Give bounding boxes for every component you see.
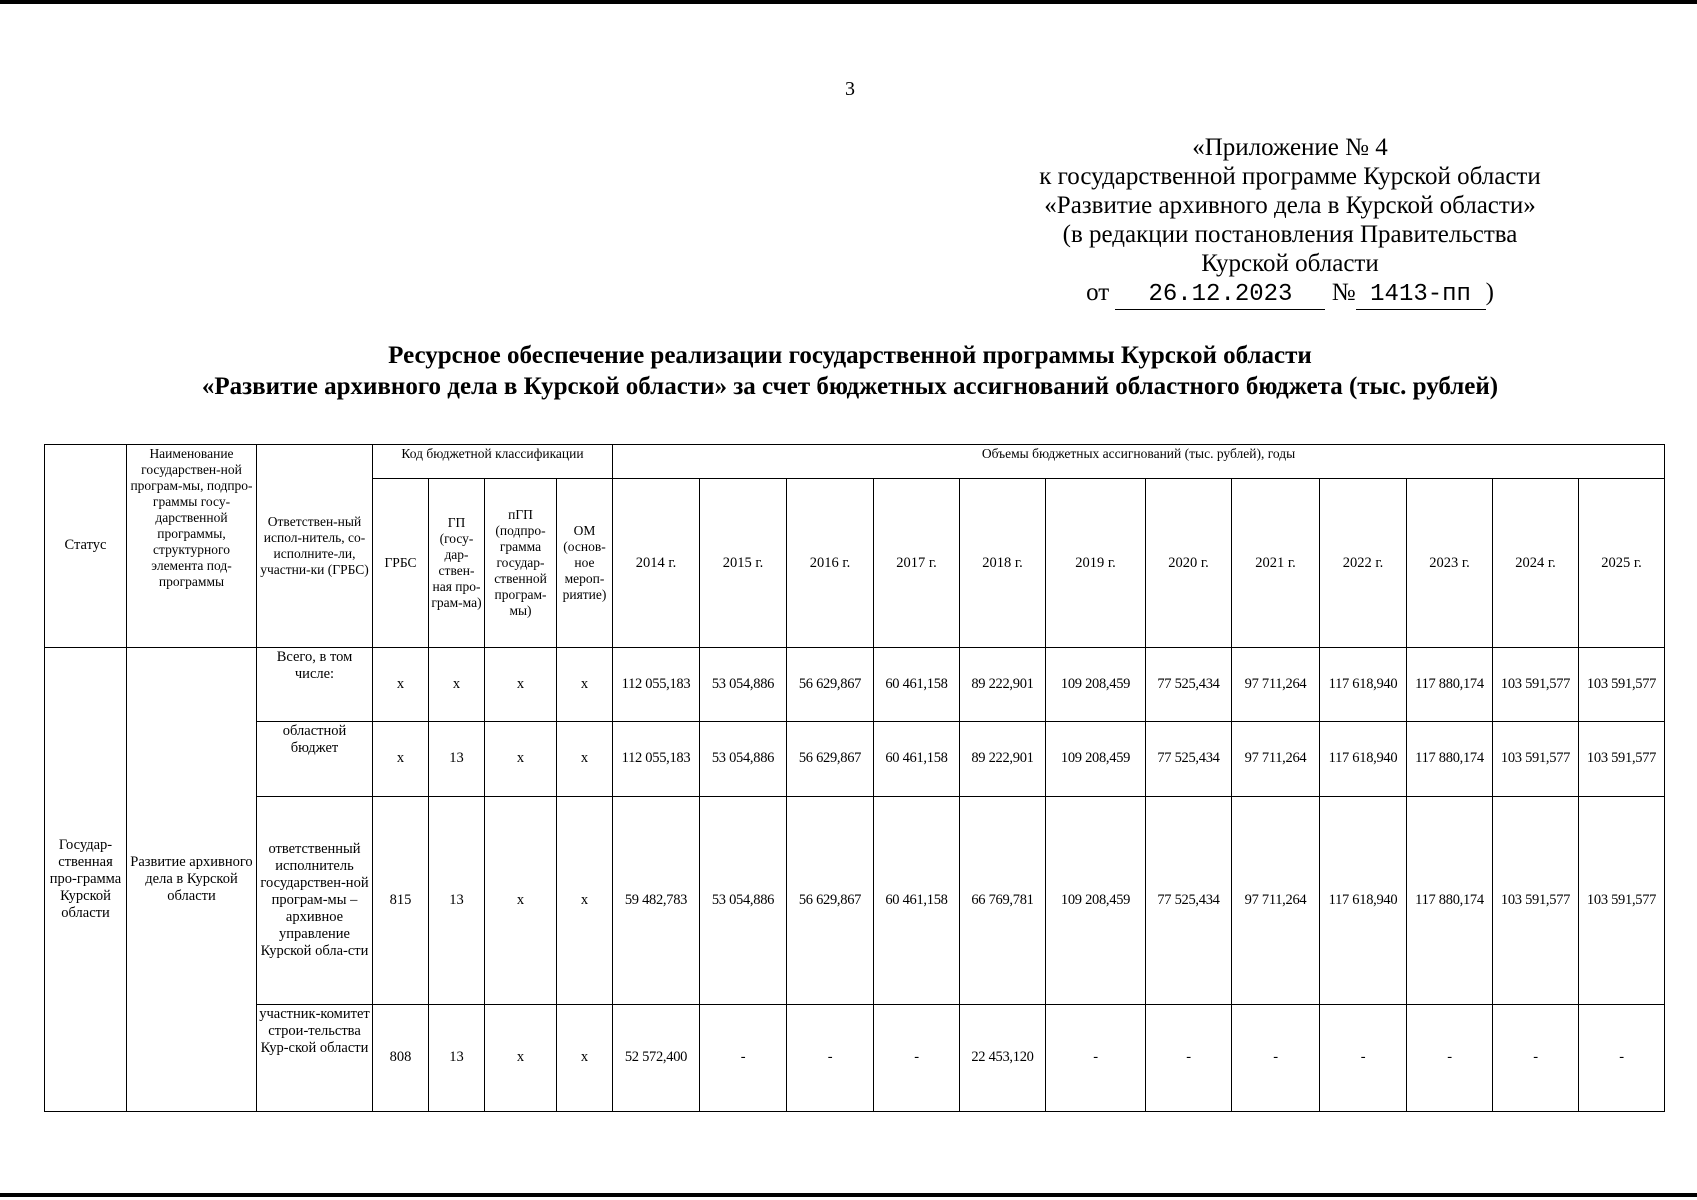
value-cell: - (1232, 1004, 1320, 1112)
page-number: 3 (845, 78, 855, 100)
om-cell: x (557, 796, 613, 1004)
value-cell: 89 222,901 (960, 647, 1046, 721)
header-year: 2023 г. (1407, 479, 1493, 647)
header-status: Статус (45, 445, 127, 648)
header-year: 2025 г. (1579, 479, 1665, 647)
value-cell: 117 618,940 (1320, 721, 1407, 796)
header-year: 2022 г. (1320, 479, 1407, 647)
decree-number: 1413-пп (1356, 280, 1486, 310)
value-cell: 103 591,577 (1579, 796, 1665, 1004)
header-year: 2024 г. (1493, 479, 1579, 647)
value-cell: - (1493, 1004, 1579, 1112)
gp-cell: 13 (429, 721, 485, 796)
grbs-cell: x (373, 647, 429, 721)
title-line-1: Ресурсное обеспечение реализации государственной программы Курской области (388, 342, 1312, 369)
om-cell: x (557, 1004, 613, 1112)
value-cell: - (700, 1004, 787, 1112)
table-row (45, 721, 1665, 796)
header-year: 2021 г. (1232, 479, 1320, 647)
header-pgp: пГП (подпро-грамма государ-ственной програм-мы) (485, 479, 557, 647)
value-cell: 112 055,183 (613, 721, 700, 796)
grbs-cell: 815 (373, 796, 429, 1004)
header-row-1 (45, 445, 1665, 479)
executor-cell: областной бюджет (257, 721, 373, 796)
value-cell: 109 208,459 (1046, 721, 1146, 796)
value-cell: 60 461,158 (874, 721, 960, 796)
value-cell: 89 222,901 (960, 721, 1046, 796)
header-year: 2018 г. (960, 479, 1046, 647)
grbs-cell: 808 (373, 1004, 429, 1112)
header-year: 2015 г. (700, 479, 787, 647)
gp-cell: x (429, 647, 485, 721)
value-cell: 109 208,459 (1046, 796, 1146, 1004)
appendix-line-5: Курской области (1201, 250, 1379, 277)
header-volumes: Объемы бюджетных ассигнований (тыс. рублей), годы (613, 445, 1665, 479)
value-cell: 103 591,577 (1493, 796, 1579, 1004)
om-cell: x (557, 647, 613, 721)
value-cell: 103 591,577 (1579, 647, 1665, 721)
value-cell: 66 769,781 (960, 796, 1046, 1004)
appendix-header (1010, 133, 1570, 310)
value-cell: - (1407, 1004, 1493, 1112)
header-executor: Ответствен-ный испол-нитель, со-исполните-ли, участни-ки (ГРБС) (257, 445, 373, 648)
executor-cell: участник-комитет строи-тельства Кур-ской области (257, 1004, 373, 1112)
value-cell: 117 618,940 (1320, 647, 1407, 721)
header-year: 2019 г. (1046, 479, 1146, 647)
from-label: от (1086, 279, 1110, 306)
pgp-cell: x (485, 1004, 557, 1112)
executor-cell: ответственный исполнитель государствен-ной програм-мы – архивное управление Курской обла-сти (257, 796, 373, 1004)
table-row (45, 796, 1665, 1004)
header-year: 2020 г. (1146, 479, 1232, 647)
value-cell: 53 054,886 (700, 647, 787, 721)
om-cell: x (557, 721, 613, 796)
appendix-date-line (1010, 278, 1570, 310)
pgp-cell: x (485, 721, 557, 796)
value-cell: - (787, 1004, 874, 1112)
header-year: 2017 г. (874, 479, 960, 647)
value-cell: 22 453,120 (960, 1004, 1046, 1112)
value-cell: 56 629,867 (787, 647, 874, 721)
document-title (100, 340, 1600, 402)
table-row (45, 647, 1665, 721)
executor-cell: Всего, в том числе: (257, 647, 373, 721)
appendix-line-4: (в редакции постановления Правительства (1062, 221, 1518, 248)
number-label: № (1331, 279, 1356, 306)
value-cell: 56 629,867 (787, 796, 874, 1004)
appendix-line-2: к государственной программе Курской области (1039, 163, 1541, 190)
value-cell: 77 525,434 (1146, 721, 1232, 796)
table-row (45, 1004, 1665, 1112)
bottom-border-line (0, 1193, 1697, 1197)
value-cell: 97 711,264 (1232, 796, 1320, 1004)
header-name: Наименование государствен-ной програм-мы, подпро-граммы госу-дарственной программы, структурного элемента под-программы (127, 445, 257, 648)
program-name-cell: Развитие архивного дела в Курской области (127, 647, 257, 1111)
grbs-cell: x (373, 721, 429, 796)
value-cell: - (1046, 1004, 1146, 1112)
header-year: 2016 г. (787, 479, 874, 647)
value-cell: - (1579, 1004, 1665, 1112)
value-cell: 53 054,886 (700, 721, 787, 796)
resource-table (44, 444, 1665, 1112)
value-cell: 60 461,158 (874, 796, 960, 1004)
status-cell: Государ-ственная про-грамма Курской области (45, 647, 127, 1111)
header-budget-code: Код бюджетной классификации (373, 445, 613, 479)
appendix-line-1: «Приложение № 4 (1192, 134, 1388, 161)
title-line-2: «Развитие архивного дела в Курской области» за счет бюджетных ассигнований областного бюджета (тыс. рублей) (201, 373, 1499, 400)
gp-cell: 13 (429, 796, 485, 1004)
value-cell: 103 591,577 (1493, 721, 1579, 796)
value-cell: 97 711,264 (1232, 721, 1320, 796)
gp-cell: 13 (429, 1004, 485, 1112)
value-cell: 56 629,867 (787, 721, 874, 796)
value-cell: 59 482,783 (613, 796, 700, 1004)
header-om: ОМ (основ-ное мероп-риятие) (557, 479, 613, 647)
value-cell: 97 711,264 (1232, 647, 1320, 721)
value-cell: - (1320, 1004, 1407, 1112)
value-cell: 60 461,158 (874, 647, 960, 721)
header-grbs: ГРБС (373, 479, 429, 647)
value-cell: - (1146, 1004, 1232, 1112)
value-cell: - (874, 1004, 960, 1112)
top-border-line (0, 0, 1697, 4)
value-cell: 117 880,174 (1407, 721, 1493, 796)
value-cell: 117 618,940 (1320, 796, 1407, 1004)
value-cell: 77 525,434 (1146, 647, 1232, 721)
value-cell: 117 880,174 (1407, 647, 1493, 721)
decree-date: 26.12.2023 (1115, 280, 1325, 310)
value-cell: 112 055,183 (613, 647, 700, 721)
value-cell: 117 880,174 (1407, 796, 1493, 1004)
appendix-line-3: «Развитие архивного дела в Курской области» (1044, 192, 1536, 219)
closing-paren: ) (1485, 279, 1494, 306)
value-cell: 103 591,577 (1579, 721, 1665, 796)
header-year: 2014 г. (613, 479, 700, 647)
value-cell: 109 208,459 (1046, 647, 1146, 721)
value-cell: 103 591,577 (1493, 647, 1579, 721)
value-cell: 52 572,400 (613, 1004, 700, 1112)
header-gp: ГП (госу-дар-ствен-ная про-грам-ма) (429, 479, 485, 647)
pgp-cell: x (485, 796, 557, 1004)
value-cell: 53 054,886 (700, 796, 787, 1004)
value-cell: 77 525,434 (1146, 796, 1232, 1004)
pgp-cell: x (485, 647, 557, 721)
